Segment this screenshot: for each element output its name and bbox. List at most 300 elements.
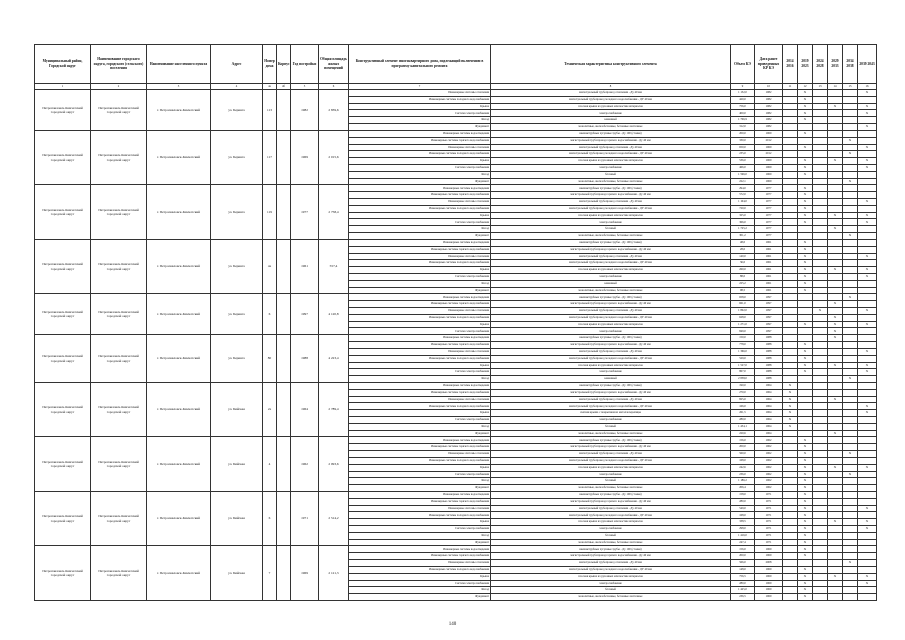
- repair-date-cell: 1969: [755, 573, 783, 580]
- period-mark-cell: X: [798, 519, 813, 526]
- period-mark-cell: X: [798, 587, 813, 594]
- period-mark-cell: [798, 389, 813, 396]
- spec-cell: магистральный трубопровод холодного водоснабжения - ДУ 40 мм: [491, 260, 731, 267]
- period-mark-cell: X: [798, 485, 813, 492]
- period-mark-cell: [858, 328, 877, 335]
- year-cell: 1997: [291, 294, 319, 335]
- period-mark-cell: X: [858, 90, 877, 97]
- period-mark-cell: [843, 260, 858, 267]
- volume-cell: 1 725,2: [731, 226, 755, 233]
- repair-date-cell: 1982: [755, 96, 783, 103]
- repair-date-cell: 1962: [755, 471, 783, 478]
- element-cell: Инженерные системы холодного водоснабжения: [349, 96, 491, 103]
- period-mark-cell: X: [858, 573, 877, 580]
- period-mark-cell: [828, 444, 843, 451]
- period-mark-cell: [828, 253, 843, 260]
- period-mark-cell: [798, 396, 813, 403]
- period-mark-cell: [858, 444, 877, 451]
- spec-cell: внешнетрубные чугунные трубы - Ду 100 (стояки): [491, 546, 731, 553]
- element-cell: Инженерные системы водоотведения: [349, 491, 491, 498]
- area-cell: 2 121,3: [319, 546, 349, 601]
- period-mark-cell: [843, 512, 858, 519]
- period-mark-cell: [813, 498, 828, 505]
- period-mark-cell: [858, 280, 877, 287]
- column-number: 12: [798, 84, 813, 90]
- element-cell: Фундамент: [349, 233, 491, 240]
- period-mark-cell: X: [783, 410, 798, 417]
- volume-cell: 720,0: [731, 205, 755, 212]
- repair-date-cell: 1969: [755, 587, 783, 594]
- volume-cell: 280,0: [731, 498, 755, 505]
- period-mark-cell: [783, 539, 798, 546]
- spec-cell: магистральный трубопровод горячего водоснабжения - Ду 40 мм: [491, 444, 731, 451]
- period-mark-cell: [813, 594, 828, 601]
- period-mark-cell: [783, 342, 798, 349]
- period-mark-cell: X: [858, 321, 877, 328]
- period-mark-cell: [783, 444, 798, 451]
- period-mark-cell: [843, 478, 858, 485]
- building-cell: [277, 335, 291, 383]
- period-mark-cell: [813, 253, 828, 260]
- year-cell: 1988: [291, 335, 319, 383]
- period-mark-cell: X: [798, 478, 813, 485]
- period-mark-cell: [813, 430, 828, 437]
- period-mark-cell: [813, 519, 828, 526]
- repair-date-cell: 1962: [755, 444, 783, 451]
- repair-date-cell: 1961: [755, 253, 783, 260]
- period-mark-cell: [798, 376, 813, 383]
- period-mark-cell: [843, 423, 858, 430]
- period-mark-cell: [813, 117, 828, 124]
- repair-date-cell: 1988: [755, 376, 783, 383]
- period-mark-cell: [843, 171, 858, 178]
- period-mark-cell: X: [828, 212, 843, 219]
- spec-cell: блочный: [491, 423, 731, 430]
- element-cell: Система электроснабжения: [349, 471, 491, 478]
- period-mark-cell: X: [828, 362, 843, 369]
- period-mark-cell: X: [798, 532, 813, 539]
- spec-cell: плоская крыша из рулонных или мастик материалов: [491, 158, 731, 165]
- period-mark-cell: [813, 335, 828, 342]
- period-mark-cell: [798, 423, 813, 430]
- volume-cell: 366,0: [731, 219, 755, 226]
- spec-cell: магистральный трубопровод горячего водоснабжения - Ду 40 мм: [491, 192, 731, 199]
- period-mark-cell: [828, 130, 843, 137]
- period-mark-cell: [783, 260, 798, 267]
- repair-date-cell: 1961: [755, 267, 783, 274]
- period-mark-cell: [843, 505, 858, 512]
- period-mark-cell: [828, 199, 843, 206]
- element-cell: Система электроснабжения: [349, 328, 491, 335]
- volume-cell: 400,0: [731, 110, 755, 117]
- volume-cell: 166,0: [731, 403, 755, 410]
- period-mark-cell: [858, 185, 877, 192]
- area-cell: 557,4: [319, 239, 349, 294]
- spec-cell: магистральный трубопровод горячего водоснабжения - Ду 40 мм: [491, 389, 731, 396]
- period-mark-cell: [783, 498, 798, 505]
- period-mark-cell: X: [798, 90, 813, 97]
- area-cell: 2 839,6: [319, 90, 349, 131]
- period-mark-cell: [858, 205, 877, 212]
- volume-cell: 1 104,0: [731, 199, 755, 206]
- spec-cell: электроснабжение: [491, 328, 731, 335]
- volume-cell: 270,0: [731, 389, 755, 396]
- spec-cell: каменный: [491, 280, 731, 287]
- period-mark-cell: [858, 171, 877, 178]
- element-cell: Инженерные системы горячего водоснабжения: [349, 301, 491, 308]
- element-cell: Фундамент: [349, 178, 491, 185]
- period-mark-cell: [828, 137, 843, 144]
- volume-cell: 338,5: [731, 519, 755, 526]
- period-mark-cell: [783, 478, 798, 485]
- repair-date-cell: 1962: [755, 457, 783, 464]
- period-mark-cell: [813, 580, 828, 587]
- period-mark-cell: [813, 423, 828, 430]
- repair-date-cell: 1962: [755, 437, 783, 444]
- volume-cell: 88,0: [731, 273, 755, 280]
- locality-cell: г. Петропавловск-Камчатский: [147, 437, 211, 492]
- district-cell: Петропавловск-Камчатский городской округ: [35, 130, 91, 185]
- period-mark-cell: [783, 560, 798, 567]
- period-mark-cell: [828, 144, 843, 151]
- volume-cell: 566,0: [731, 560, 755, 567]
- spec-cell: магистральный трубопровод отопления - Ду 40 мм: [491, 505, 731, 512]
- period-mark-cell: [813, 410, 828, 417]
- period-mark-cell: [843, 532, 858, 539]
- repair-date-cell: 1962: [755, 451, 783, 458]
- column-number: 8: [491, 84, 731, 90]
- period-mark-cell: [828, 566, 843, 573]
- period-mark-cell: [843, 205, 858, 212]
- spec-cell: внешнетрубные чугунные трубы - Ду 100 (стояки): [491, 382, 731, 389]
- column-number: 13: [813, 84, 828, 90]
- period-mark-cell: [798, 410, 813, 417]
- repair-date-cell: 1977: [755, 205, 783, 212]
- settlement-cell: Петропавловск-Камчатский городской округ: [91, 437, 147, 492]
- period-mark-cell: X: [798, 512, 813, 519]
- period-mark-cell: [828, 233, 843, 240]
- column-header: 2019 2023: [798, 45, 813, 84]
- period-mark-cell: X: [858, 308, 877, 315]
- spec-cell: монолитные, железобетонные, бетонные ленточные: [491, 430, 731, 437]
- period-mark-cell: [783, 335, 798, 342]
- district-cell: Петропавловск-Камчатский городской округ: [35, 239, 91, 294]
- period-mark-cell: [798, 226, 813, 233]
- volume-cell: 235,0: [731, 151, 755, 158]
- volume-cell: 628,0: [731, 314, 755, 321]
- period-mark-cell: [858, 566, 877, 573]
- volume-cell: 1 527,0: [731, 362, 755, 369]
- element-cell: Крыша: [349, 573, 491, 580]
- building-cell: [277, 491, 291, 546]
- period-mark-cell: X: [858, 267, 877, 274]
- period-mark-cell: X: [858, 110, 877, 117]
- column-header: Корпус: [277, 45, 291, 84]
- period-mark-cell: [828, 342, 843, 349]
- period-mark-cell: X: [813, 308, 828, 315]
- period-mark-cell: [843, 110, 858, 117]
- period-mark-cell: [798, 430, 813, 437]
- period-mark-cell: [783, 348, 798, 355]
- period-mark-cell: [813, 348, 828, 355]
- period-mark-cell: [828, 348, 843, 355]
- spec-cell: внешнетрубные чугунные трубы - Ду 100 (стояки): [491, 239, 731, 246]
- period-mark-cell: [813, 212, 828, 219]
- repair-date-cell: 1982: [755, 117, 783, 124]
- area-cell: 2 093,6: [319, 437, 349, 492]
- repair-date-cell: 1964: [755, 396, 783, 403]
- volume-cell: 222,1: [731, 178, 755, 185]
- element-cell: Система электроснабжения: [349, 273, 491, 280]
- period-mark-cell: [783, 505, 798, 512]
- period-mark-cell: X: [858, 273, 877, 280]
- spec-cell: электроснабжение: [491, 164, 731, 171]
- volume-cell: 1 366,0: [731, 348, 755, 355]
- volume-cell: 280,0: [731, 417, 755, 424]
- spec-cell: магистральный трубопровод горячего водоснабжения - Ду 40 мм: [491, 246, 731, 253]
- column-header: Конструктивный элемент многоквартирного дома, подлежащий включению в программу капитального ремонта: [349, 45, 491, 84]
- year-cell: 1971: [291, 491, 319, 546]
- period-mark-cell: [783, 246, 798, 253]
- repair-date-cell: 1969: [755, 546, 783, 553]
- spec-cell: магистральный трубопровод холодного водоснабжения - ДУ 40 мм: [491, 151, 731, 158]
- column-number: 2: [91, 84, 147, 90]
- period-mark-cell: [813, 287, 828, 294]
- locality-cell: г. Петропавловск-Камчатский: [147, 130, 211, 185]
- settlement-cell: Петропавловск-Камчатский городской округ: [91, 130, 147, 185]
- period-mark-cell: [843, 539, 858, 546]
- period-mark-cell: [798, 308, 813, 315]
- element-cell: Инженерные системы отопления: [349, 308, 491, 315]
- period-mark-cell: [798, 403, 813, 410]
- volume-cell: 98,5: [731, 287, 755, 294]
- column-number: 3: [147, 84, 211, 90]
- period-mark-cell: [843, 164, 858, 171]
- period-mark-cell: X: [828, 158, 843, 165]
- period-mark-cell: [783, 103, 798, 110]
- period-mark-cell: X: [843, 137, 858, 144]
- repair-date-cell: 1988: [755, 355, 783, 362]
- repair-date-cell: 1977: [755, 199, 783, 206]
- volume-cell: 560,0: [731, 451, 755, 458]
- settlement-cell: Петропавловск-Камчатский городской округ: [91, 491, 147, 546]
- spec-cell: магистральный трубопровод отопления - Ду 40 мм: [491, 348, 731, 355]
- element-cell: Инженерные системы горячего водоснабжения: [349, 342, 491, 349]
- repair-date-cell: 1997: [755, 321, 783, 328]
- period-mark-cell: X: [783, 403, 798, 410]
- column-header: Наименование населенного пункта: [147, 45, 211, 84]
- period-mark-cell: [813, 219, 828, 226]
- column-header: Наименование городского округа, городского (сельского) поселения: [91, 45, 147, 84]
- period-mark-cell: [813, 124, 828, 131]
- period-mark-cell: [813, 478, 828, 485]
- district-cell: Петропавловск-Камчатский городской округ: [35, 491, 91, 546]
- period-mark-cell: [828, 151, 843, 158]
- repair-date-cell: 1961: [755, 239, 783, 246]
- period-mark-cell: [843, 185, 858, 192]
- spec-cell: электроснабжение: [491, 526, 731, 533]
- period-mark-cell: X: [798, 117, 813, 124]
- volume-cell: 261,5: [731, 410, 755, 417]
- period-mark-cell: [813, 526, 828, 533]
- period-mark-cell: X: [858, 144, 877, 151]
- repair-date-cell: 1962: [755, 485, 783, 492]
- period-mark-cell: [858, 260, 877, 267]
- settlement-cell: Петропавловск-Камчатский городской округ: [91, 335, 147, 383]
- period-mark-cell: [858, 178, 877, 185]
- spec-cell: плоская крыша из рулонных или мастик материалов: [491, 464, 731, 471]
- period-mark-cell: [813, 280, 828, 287]
- spec-cell: блочный: [491, 478, 731, 485]
- period-mark-cell: X: [828, 226, 843, 233]
- street-cell: ул. Бийская: [211, 491, 263, 546]
- period-mark-cell: X: [798, 144, 813, 151]
- period-mark-cell: X: [858, 464, 877, 471]
- period-mark-cell: [783, 137, 798, 144]
- column-number: 4б: [277, 84, 291, 90]
- period-mark-cell: [783, 532, 798, 539]
- period-mark-cell: X: [783, 396, 798, 403]
- period-mark-cell: X: [843, 294, 858, 301]
- locality-cell: г. Петропавловск-Камчатский: [147, 90, 211, 131]
- period-mark-cell: [858, 314, 877, 321]
- period-mark-cell: [813, 546, 828, 553]
- period-mark-cell: [843, 253, 858, 260]
- period-mark-cell: [813, 301, 828, 308]
- volume-cell: 298,0: [731, 526, 755, 533]
- period-mark-cell: [843, 301, 858, 308]
- settlement-cell: Петропавловск-Камчатский городской округ: [91, 294, 147, 335]
- period-mark-cell: X: [828, 328, 843, 335]
- repair-date-cell: 1971: [755, 539, 783, 546]
- street-cell: ул. Беринга: [211, 90, 263, 131]
- volume-cell: 778,0: [731, 342, 755, 349]
- volume-cell: 756,5: [731, 573, 755, 580]
- period-mark-cell: X: [858, 164, 877, 171]
- period-mark-cell: [828, 219, 843, 226]
- period-mark-cell: [813, 110, 828, 117]
- spec-cell: внешнетрубные чугунные трубы - Ду 100 (стояки): [491, 335, 731, 342]
- period-mark-cell: [843, 430, 858, 437]
- volume-cell: 756,0: [731, 103, 755, 110]
- period-mark-cell: [813, 246, 828, 253]
- volume-cell: 236,0: [731, 471, 755, 478]
- period-mark-cell: [798, 301, 813, 308]
- period-mark-cell: [858, 451, 877, 458]
- period-mark-cell: X: [858, 362, 877, 369]
- period-mark-cell: [783, 355, 798, 362]
- period-mark-cell: [828, 205, 843, 212]
- period-mark-cell: [828, 539, 843, 546]
- volume-cell: 1 706,9: [731, 117, 755, 124]
- element-cell: Фундамент: [349, 124, 491, 131]
- street-cell: ул. Бийская: [211, 382, 263, 437]
- period-mark-cell: [813, 328, 828, 335]
- element-cell: Инженерные системы холодного водоснабжения: [349, 512, 491, 519]
- period-mark-cell: X: [843, 233, 858, 240]
- street-cell: ул. Беринга: [211, 185, 263, 240]
- period-mark-cell: [858, 301, 877, 308]
- year-cell: 1969: [291, 546, 319, 601]
- period-mark-cell: [828, 546, 843, 553]
- volume-cell: 140,0: [731, 253, 755, 260]
- district-cell: Петропавловск-Камчатский городской округ: [35, 437, 91, 492]
- period-mark-cell: [813, 151, 828, 158]
- capital-repair-table: [34, 44, 877, 601]
- period-mark-cell: [783, 485, 798, 492]
- period-mark-cell: [828, 471, 843, 478]
- period-mark-cell: [843, 485, 858, 492]
- period-mark-cell: [828, 437, 843, 444]
- volume-cell: 168,0: [731, 512, 755, 519]
- period-mark-cell: [828, 280, 843, 287]
- period-mark-cell: [813, 260, 828, 267]
- period-mark-cell: [798, 560, 813, 567]
- street-cell: ул. Бийская: [211, 437, 263, 492]
- period-mark-cell: [828, 369, 843, 376]
- period-mark-cell: [828, 96, 843, 103]
- period-mark-cell: X: [798, 342, 813, 349]
- period-mark-cell: X: [828, 314, 843, 321]
- period-mark-cell: [813, 342, 828, 349]
- house-number-cell: 117: [263, 130, 277, 185]
- repair-date-cell: 1961: [755, 280, 783, 287]
- repair-date-cell: 1971: [755, 498, 783, 505]
- element-cell: Инженерные системы водоотведения: [349, 437, 491, 444]
- locality-cell: г. Петропавловск-Камчатский: [147, 294, 211, 335]
- spec-cell: внешнетрубные чугунные трубы - Ду 100 (стояки): [491, 437, 731, 444]
- period-mark-cell: [843, 144, 858, 151]
- period-mark-cell: [813, 96, 828, 103]
- period-mark-cell: [813, 444, 828, 451]
- period-mark-cell: X: [798, 239, 813, 246]
- settlement-cell: Петропавловск-Камчатский городской округ: [91, 546, 147, 601]
- period-mark-cell: [783, 130, 798, 137]
- volume-cell: 572,0: [731, 192, 755, 199]
- period-mark-cell: [813, 144, 828, 151]
- period-mark-cell: [828, 273, 843, 280]
- period-mark-cell: [828, 308, 843, 315]
- period-mark-cell: [783, 566, 798, 573]
- settlement-cell: Петропавловск-Камчатский городской округ: [91, 382, 147, 437]
- district-cell: Петропавловск-Камчатский городской округ: [35, 294, 91, 335]
- element-cell: Крыша: [349, 410, 491, 417]
- spec-cell: магистральный трубопровод отопления - Ду 40 мм: [491, 308, 731, 315]
- period-mark-cell: [783, 457, 798, 464]
- period-mark-cell: [813, 103, 828, 110]
- period-mark-cell: [813, 233, 828, 240]
- element-cell: Инженерные системы отопления: [349, 348, 491, 355]
- table-row: [35, 491, 877, 498]
- period-mark-cell: [813, 267, 828, 274]
- element-cell: Фасад: [349, 171, 491, 178]
- element-cell: Фундамент: [349, 287, 491, 294]
- district-cell: Петропавловск-Камчатский городской округ: [35, 382, 91, 437]
- element-cell: Фасад: [349, 478, 491, 485]
- element-cell: Фундамент: [349, 539, 491, 546]
- volume-cell: 280,0: [731, 580, 755, 587]
- area-cell: 4 120,8: [319, 294, 349, 335]
- period-mark-cell: X: [783, 389, 798, 396]
- period-mark-cell: [813, 90, 828, 97]
- period-mark-cell: X: [798, 355, 813, 362]
- repair-date-cell: 1969: [755, 130, 783, 137]
- period-mark-cell: [843, 273, 858, 280]
- element-cell: Инженерные системы водоотведения: [349, 335, 491, 342]
- period-mark-cell: X: [798, 566, 813, 573]
- period-mark-cell: [828, 110, 843, 117]
- period-mark-cell: [858, 130, 877, 137]
